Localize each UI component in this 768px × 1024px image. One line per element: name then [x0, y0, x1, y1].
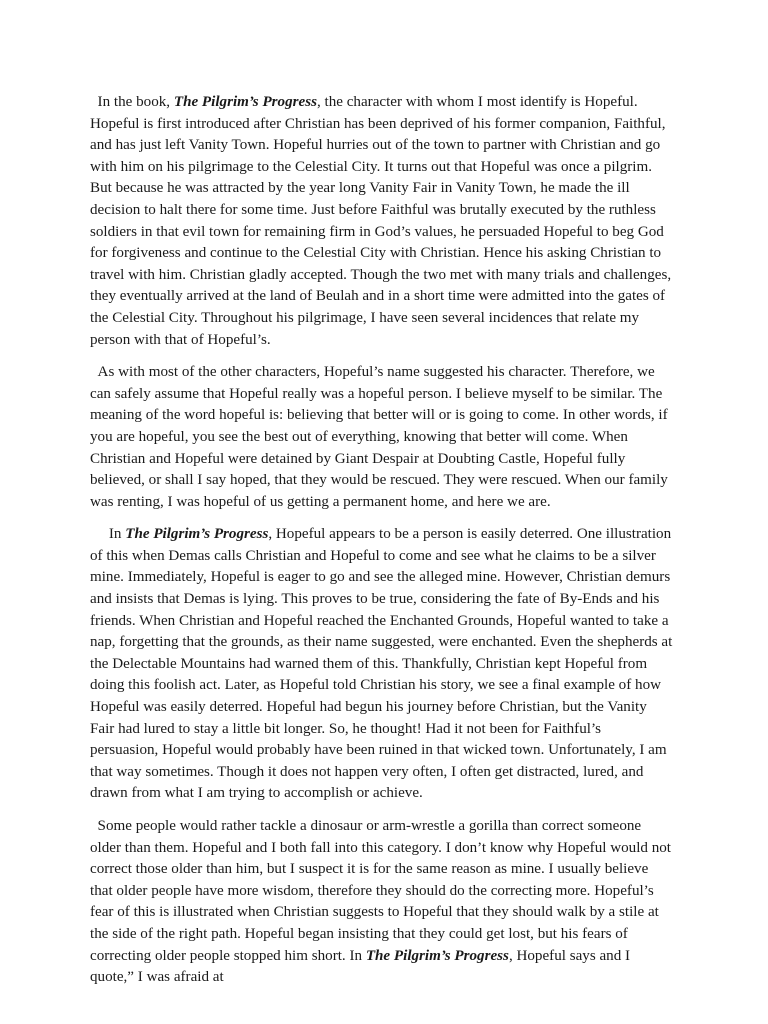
paragraph-text: , the character with whom I most identify is Hopeful. Hopeful is first introduced after Christian has been deprived of his former companion, Faithful, and has just left Vanity Town. Hopeful hurries out of the town to partner with Christian and go with him on his pilgrimage to the Celestial City. It turns out that Hopeful was once a pilgrim. But because he was attracted by the year long Vanity Fair in Vanity Town, he made the ill decision to halt there for some time. Just before Faithful was brutally executed by the ruthless soldiers in that evil town for remaining firm in God’s values, he persuaded Hopeful to beg God for forgiveness and continue to the Celestial City with Christian. Hence his asking Christian to travel with him. Christian gladly accepted. Though the two met with many trials and challenges, they eventually arrived at the land of Beulah and in a short time were admitted into the gates of the Celestial City. Throughout his pilgrimage, I have seen several incidences that relate my person with that of Hopeful’s.	[90, 94, 675, 348]
paragraph-text: In the book,	[97, 94, 174, 110]
paragraph-2	[90, 362, 673, 513]
paragraph-indent	[90, 364, 98, 380]
paragraph-text: , Hopeful appears to be a person is easily deterred. One illustration of this when Demas calls Christian and Hopeful to come and see what he claims to be a silver mine. Immediately, Hopeful is eager to go and see the alleged mine. However, Christian demurs and insists that Demas is lying. This proves to be true, considering the fate of By-Ends and his friends. When Christian and Hopeful reached the Enchanted Grounds, Hopeful wanted to take a nap, forgetting that the grounds, as their name suggested, were enchanted. Even the shepherds at the Delectable Mountains had warned them of this. Thankfully, Christian kept Hopeful from doing this foolish act. Later, as Hopeful told Christian his story, we see a final example of how Hopeful was easily deterred. Hopeful had begun his journey before Christian, but the Vanity Fair had lured to stay a little bit longer. So, he thought! Had it not been for Faithful’s persuasion, Hopeful would probably have been ruined in that wicked town. Unfortunately, I am that way sometimes. Though it does not happen very often, I often get distracted, lured, and drawn from what I am trying to accomplish or achieve.	[90, 526, 677, 802]
paragraph-4	[90, 816, 673, 989]
paragraph-text: In	[108, 526, 126, 543]
book-title: The Pilgrim’s Progress	[365, 947, 509, 964]
document-page	[90, 92, 677, 1000]
paragraph-3	[90, 524, 677, 805]
paragraph-indent	[90, 94, 98, 110]
paragraph-indent	[90, 818, 98, 834]
paragraph-indent	[90, 526, 109, 542]
paragraph-text: As with most of the other characters, Hopeful’s name suggested his character. Therefore, we can safely assume that Hopeful really was a hopeful person. I believe myself to be similar. The meaning of the word hopeful is: believing that better will or is going to come. In other words, if you are hopeful, you see the best out of everything, knowing that better will come. When Christian and Hopeful were detained by Giant Despair at Doubting Castle, Hopeful fully believed, or shall I say hoped, that they would be rescued. They were rescued. When our family was renting, I was hopeful of us getting a permanent home, and here we are.	[90, 364, 672, 510]
paragraph-text: , Hopeful says and I quote,” I was afraid at	[90, 947, 634, 986]
paragraph-text: Some people would rather tackle a dinosaur or arm-wrestle a gorilla than correct someone older than them. Hopeful and I both fall into this category. I don’t know why Hopeful would not correct those older than him, but I suspect it is for the same reason as mine. I usually believe that older people have more wisdom, therefore they should do the correcting more. Hopeful’s fear of this is illustrated when Christian suggests to Hopeful that they should walk by a stile at the side of the right path. Hopeful began insisting that they could get lost, but his fears of correcting older people stopped him short. In	[90, 818, 675, 964]
book-title: The Pilgrim’s Progress	[125, 526, 269, 543]
paragraph-1	[90, 92, 673, 351]
book-title: The Pilgrim’s Progress	[173, 94, 317, 110]
